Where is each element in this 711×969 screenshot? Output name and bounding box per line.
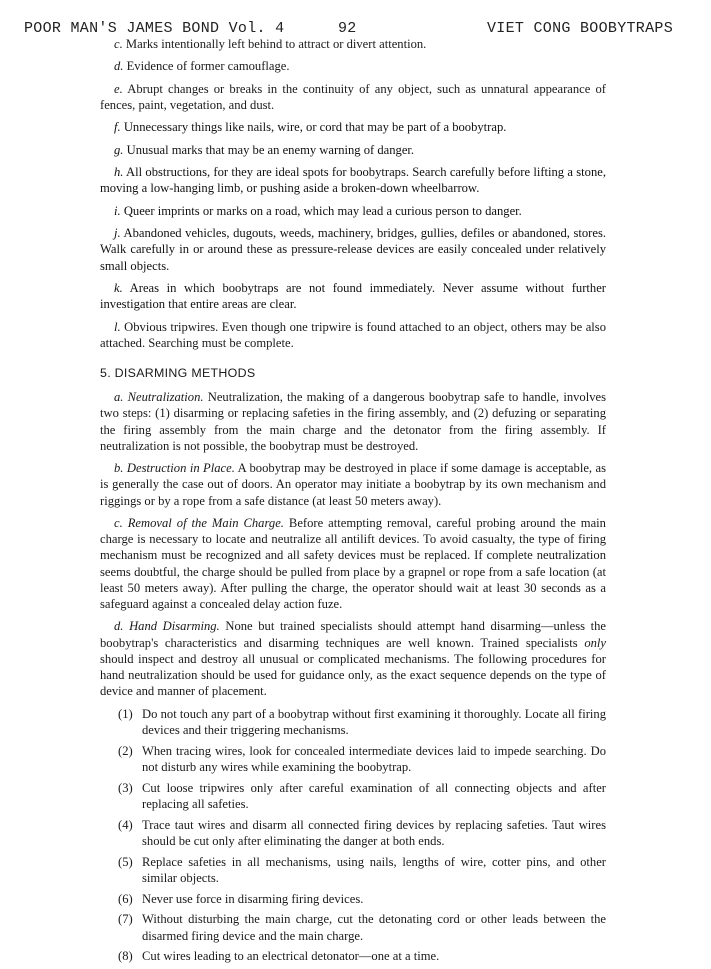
step-item: (4) Trace taut wires and disarm all connected firing devices by replacing safeties. Taut wires should be cut only after eliminating the danger at both ends. [118, 817, 606, 848]
header-book-title: POOR MAN'S JAMES BOND Vol. 4 [24, 20, 285, 37]
indicator-item: k. Areas in which boobytraps are not found immediately. Never assume without further investigation that entire areas are clear. [100, 280, 606, 312]
indicator-item: j. Abandoned vehicles, dugouts, weeds, machinery, bridges, gullies, defiles or abandoned, stores. Walk carefully in or around these as pressure-release devices are easily concealed under relatively small objects. [100, 226, 606, 273]
step-item: (6) Never use force in disarming firing devices. [118, 891, 364, 906]
method-paragraph: d. Hand Disarming. None but trained specialists should attempt hand disarming—unless the boobytrap's characteristics and disarming techniques are well known. Trained specialists only should inspect and destroy all unusual or complicated mechanisms. The following procedures for hand neutralization should be used for guidance only, as the exact sequence depends on the type of device and manner of placement. [100, 619, 607, 699]
step-item: (5) Replace safeties in all mechanisms, using nails, lengths of wire, cotter pins, and other similar objects. [118, 854, 606, 885]
page-body [100, 36, 606, 969]
indicator-item: g. Unusual marks that may be an enemy warning of danger. [114, 142, 415, 157]
step-item: (3) Cut loose tripwires only after careful examination of all connecting objects and after replacing all safeties. [118, 780, 606, 811]
method-paragraph: b. Destruction in Place. A boobytrap may be destroyed in place if some damage is acceptable, as is generally the case out of doors. An operator may initiate a boobytrap by its own mechanism and riggings or by a rope from a safe distance (at least 50 meters away). [100, 461, 606, 508]
indicator-item: e. Abrupt changes or breaks in the continuity of any object, such as unnatural appearance of fences, paint, vegetation, and dust. [100, 81, 606, 112]
indicator-item: i. Queer imprints or marks on a road, which may lead a curious person to danger. [114, 203, 522, 218]
step-item: (7) Without disturbing the main charge, cut the detonating cord or other leads between the disarmed firing device and the main charge. [118, 912, 606, 943]
indicator-item: l. Obvious tripwires. Even though one tripwire is found attached to an object, others may be also attached. Searching must be complete. [100, 319, 606, 350]
indicator-item: h. All obstructions, for they are ideal spots for boobytraps. Search carefully before lifting a stone, moving a low-hanging limb, or pushing aside a broken-down wheelbarrow. [100, 165, 606, 196]
page-number: 92 [338, 20, 357, 37]
disarming-steps [100, 706, 606, 965]
section-heading: 5. DISARMING METHODS [100, 365, 256, 380]
method-paragraph: c. Removal of the Main Charge. Before attempting removal, careful probing around the main charge is necessary to locate and neutralize all antilift devices. To avoid casualty, the type of firing mechanism must be recognized and all safety devices must be replaced. If complete neutralization seems doubtful, the charge should be pulled from place by a grapnel or rope from a safe location (at least 50 meters away). After pulling the charge, the operator should wait at least 30 seconds as a safeguard against a concealed delay action fuze. [100, 515, 606, 611]
step-item: (2) When tracing wires, look for concealed intermediate devices laid to impede searching. Do not disturb any wires while examining the boobytrap. [118, 743, 606, 774]
indicator-item: c. Marks intentionally left behind to attract or divert attention. [114, 37, 427, 51]
indicator-list [100, 36, 606, 351]
header-chapter-title: VIET CONG BOOBYTRAPS [486, 20, 673, 37]
indicator-item: d. Evidence of former camouflage. [114, 59, 290, 74]
step-item: (1) Do not touch any part of a boobytrap without first examining it thoroughly. Locate all firing devices and their triggering mechanisms. [118, 706, 606, 737]
indicator-item: f. Unnecessary things like nails, wire, or cord that may be part of a boobytrap. [114, 120, 507, 135]
method-paragraph: a. Neutralization. Neutralization, the making of a dangerous boobytrap safe to handle, involves two steps: (1) disarming or replacing safeties in the firing assembly, and (2) defuzing or separating the firing assembly from the main charge and the detonator from the firing assembly. If neutralization is not possible, the boobytrap must be destroyed. [100, 390, 607, 453]
step-item: (8) Cut wires leading to an electrical detonator—one at a time. [118, 949, 440, 964]
